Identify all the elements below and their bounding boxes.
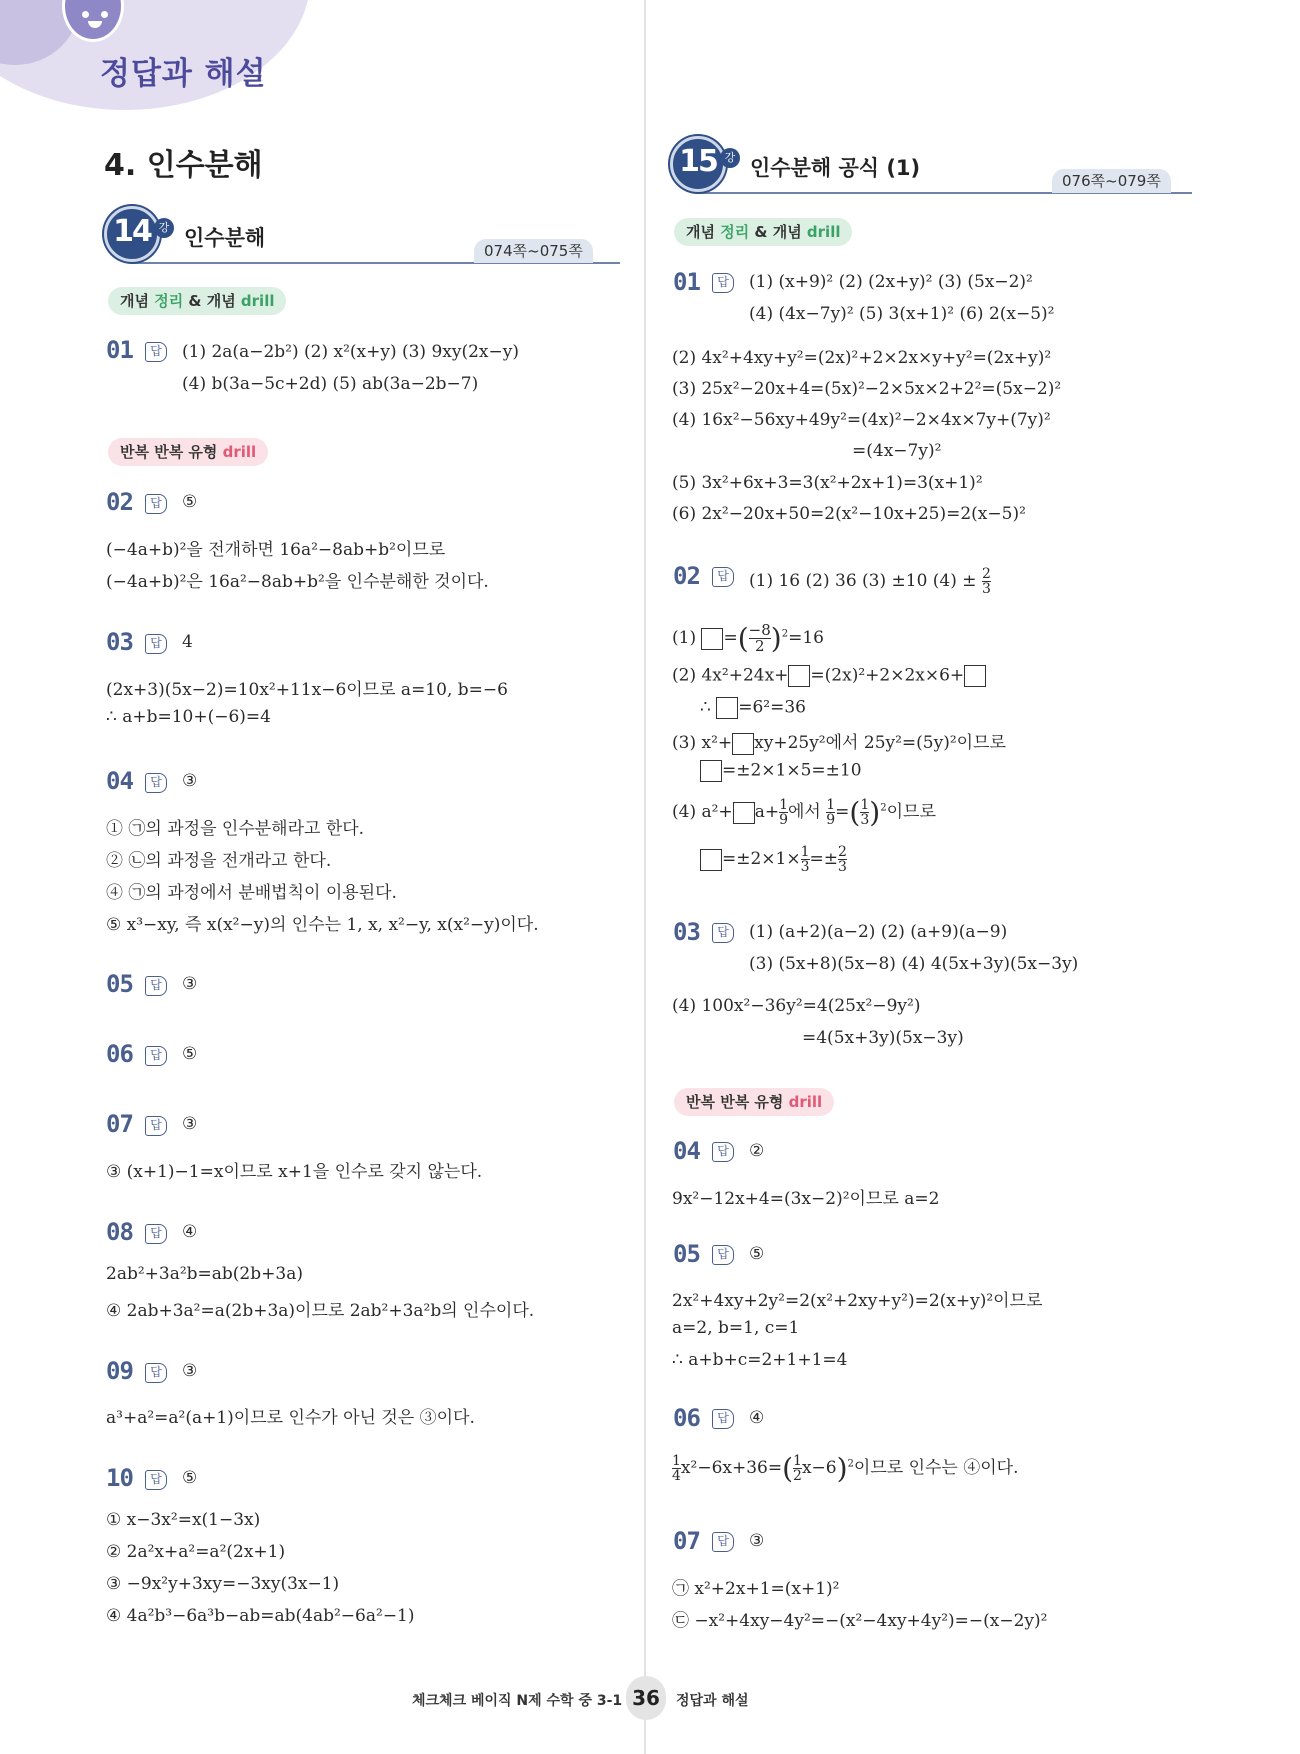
- answer-text: ⑤: [182, 492, 198, 512]
- answer-text: (4) b(3a−5c+2d) (5) ab(3a−2b−7): [182, 374, 479, 394]
- solution-line: (2) 4x²+24x+ =(2x)²+2×2x×6+: [672, 665, 986, 687]
- lesson-15-title: 인수분해 공식 (1): [750, 156, 921, 180]
- solution-line: ① ㉠의 과정을 인수분해라고 한다.: [106, 819, 365, 839]
- question-number: 04: [673, 1137, 700, 1165]
- chapter-title: 4. 인수분해: [104, 148, 263, 183]
- answer-mark-icon: 답: [712, 1532, 734, 1552]
- blank-box: [701, 628, 723, 650]
- answer-mark-icon: 답: [145, 342, 167, 362]
- question-number: 02: [106, 488, 133, 516]
- answer-mark-icon: 답: [145, 1046, 167, 1066]
- solution-line: (−4a+b)²을 전개하면 16a²−8ab+b²이므로: [106, 540, 446, 560]
- lesson-14-pages: 074쪽~075쪽: [474, 239, 593, 263]
- answer-mark-icon: 답: [712, 1409, 734, 1429]
- solution-line: ∴ a+b+c=2+1+1=4: [672, 1350, 848, 1370]
- answer-mark-icon: 답: [145, 976, 167, 996]
- answer-text: ⑤: [182, 1044, 198, 1064]
- answer-mark-icon: 답: [145, 1224, 167, 1244]
- solution-line: (4) a²+ a+ $\frac{1}{9}$ 에서 $\frac{1}{9}$ =( $\frac{1}{3}$ )$^2$이므로: [672, 796, 936, 829]
- answer-mark-icon: 답: [712, 1142, 734, 1162]
- solution-line: ④ 2ab+3a²=a(2b+3a)이므로 2ab²+3a²b의 인수이다.: [106, 1301, 535, 1321]
- blank-box: [733, 802, 755, 824]
- solution-line: =±2×1× $\frac{1}{3}$ =± $\frac{2}{3}$: [700, 845, 847, 874]
- lesson-14-header: [104, 206, 620, 276]
- column-divider: [644, 0, 646, 1754]
- lesson-14-number: 14: [113, 214, 151, 249]
- answer-mark-icon: 답: [145, 1116, 167, 1136]
- question-number: 05: [106, 970, 133, 998]
- blank-box: [700, 849, 722, 871]
- solution-line: =4(5x+3y)(5x−3y): [802, 1028, 964, 1048]
- solution-line: =±2×1×5=±10: [700, 760, 862, 782]
- lesson-15-pages: 076쪽~079쪽: [1052, 169, 1171, 193]
- solution-line: ⑤ x³−xy, 즉 x(x²−y)의 인수는 1, x, x²−y, x(x²−y)이다.: [106, 915, 539, 935]
- blank-box: [788, 665, 810, 687]
- solution-line: ② ㉡의 과정을 전개라고 한다.: [106, 851, 332, 871]
- question-number: 03: [106, 628, 133, 656]
- solution-line: ③ −9x²y+3xy=−3xy(3x−1): [106, 1574, 340, 1594]
- answer-text: ⑤: [182, 1468, 198, 1488]
- answer-text: ③: [182, 1361, 198, 1381]
- solution-line: $\frac{1}{4}$ x²−6x+36=( $\frac{1}{2}$ x−6)$^2$이므로 인수는 ④이다.: [672, 1452, 1019, 1485]
- question-number: 10: [106, 1464, 133, 1492]
- answer-text: ③: [749, 1531, 765, 1551]
- solution-line: (6) 2x²−20x+50=2(x²−10x+25)=2(x−5)²: [672, 504, 1026, 524]
- solution-line: ∴ a+b=10+(−6)=4: [106, 707, 271, 727]
- footer-book-title: 체크체크 베이직 N제 수학 중 3-1: [412, 1693, 623, 1709]
- question-number: 08: [106, 1218, 133, 1246]
- question-number: 02: [673, 562, 700, 590]
- solution-line: ① x−3x²=x(1−3x): [106, 1510, 261, 1530]
- question-number: 04: [106, 767, 133, 795]
- lesson-15-suffix: 강: [720, 148, 740, 168]
- question-number: 09: [106, 1357, 133, 1385]
- answer-mark-icon: 답: [145, 634, 167, 654]
- solution-line: ② 2a²x+a²=a²(2x+1): [106, 1542, 286, 1562]
- answer-text: ③: [182, 1114, 198, 1134]
- solution-line: ③ (x+1)−1=x이므로 x+1을 인수로 갖지 않는다.: [106, 1162, 483, 1182]
- question-number: 05: [673, 1240, 700, 1268]
- question-number: 06: [673, 1404, 700, 1432]
- solution-line: 9x²−12x+4=(3x−2)²이므로 a=2: [672, 1189, 940, 1209]
- answer-mark-icon: 답: [712, 273, 734, 293]
- solution-line: (1) =( $\frac{-8}{2}$ )$^2$=16: [672, 621, 824, 655]
- answer-text: ③: [182, 771, 198, 791]
- answer-text: (1) (x+9)² (2) (2x+y)² (3) (5x−2)²: [749, 272, 1033, 292]
- concept-drill-label-right: 개념 정리 & 개념 drill: [674, 218, 852, 246]
- question-number: 01: [106, 336, 133, 364]
- solution-line: a=2, b=1, c=1: [672, 1318, 800, 1338]
- answer-text: ④: [182, 1222, 198, 1242]
- lesson-15-number: 15: [679, 144, 717, 179]
- lesson-14-suffix: 강: [154, 218, 174, 238]
- question-number: 03: [673, 918, 700, 946]
- solution-line: (4) 16x²−56xy+49y²=(4x)²−2×4x×7y+(7y)²: [672, 410, 1051, 430]
- answer-text: 4: [182, 632, 193, 652]
- repeat-drill-label-right: 반복 반복 유형 drill: [674, 1088, 834, 1116]
- answer-text: (1) 16 (2) 36 (3) ±10 (4) ± $\frac{2}{3}$: [749, 566, 991, 597]
- page-number: 36: [626, 1676, 666, 1720]
- answer-text: (1) (a+2)(a−2) (2) (a+9)(a−9): [749, 922, 1008, 942]
- solution-line: ④ ㉠의 과정에서 분배법칙이 이용된다.: [106, 883, 397, 903]
- solution-line: ∴ =6²=36: [700, 697, 806, 718]
- repeat-drill-label-left: 반복 반복 유형 drill: [108, 438, 268, 466]
- blank-box: [716, 697, 738, 719]
- solution-line: ④ 4a²b³−6a³b−ab=ab(4ab²−6a²−1): [106, 1606, 415, 1626]
- blank-box: [700, 760, 722, 782]
- solution-line: 2x²+4xy+2y²=2(x²+2xy+y²)=2(x+y)²이므로: [672, 1291, 1043, 1311]
- blank-box: [964, 665, 986, 687]
- question-number: 06: [106, 1040, 133, 1068]
- answer-text: (3) (5x+8)(5x−8) (4) 4(5x+3y)(5x−3y): [749, 954, 1079, 974]
- solution-line: (−4a+b)²은 16a²−8ab+b²을 인수분해한 것이다.: [106, 572, 489, 592]
- solution-line: (2x+3)(5x−2)=10x²+11x−6이므로 a=10, b=−6: [106, 680, 508, 700]
- solution-line: (2) 4x²+4xy+y²=(2x)²+2×2x×y+y²=(2x+y)²: [672, 348, 1052, 368]
- answer-text: (4) (4x−7y)² (5) 3(x+1)² (6) 2(x−5)²: [749, 304, 1055, 324]
- answer-mark-icon: 답: [712, 923, 734, 943]
- answer-mark-icon: 답: [145, 773, 167, 793]
- solution-line: ㉠ x²+2x+1=(x+1)²: [672, 1579, 840, 1599]
- blank-box: [732, 733, 754, 755]
- answer-text: ③: [182, 974, 198, 994]
- answer-mark-icon: 답: [712, 567, 734, 587]
- question-number: 07: [673, 1527, 700, 1555]
- lesson-15-header: [670, 136, 1192, 206]
- solution-line: ㉢ −x²+4xy−4y²=−(x²−4xy+4y²)=−(x−2y)²: [672, 1611, 1048, 1631]
- question-number: 01: [673, 268, 700, 296]
- solution-line: 2ab²+3a²b=ab(2b+3a): [106, 1264, 303, 1284]
- answer-mark-icon: 답: [712, 1245, 734, 1265]
- footer-section: 정답과 해설: [676, 1693, 749, 1709]
- header-title: 정답과 해설: [100, 56, 267, 92]
- answer-mark-icon: 답: [145, 1470, 167, 1490]
- solution-line: =(4x−7y)²: [852, 441, 942, 461]
- answer-mark-icon: 답: [145, 494, 167, 514]
- question-number: 07: [106, 1110, 133, 1138]
- answer-text: (1) 2a(a−2b²) (2) x²(x+y) (3) 9xy(2x−y): [182, 342, 519, 362]
- solution-line: (4) 100x²−36y²=4(25x²−9y²): [672, 996, 921, 1016]
- solution-line: (5) 3x²+6x+3=3(x²+2x+1)=3(x+1)²: [672, 473, 983, 493]
- answer-text: ②: [749, 1141, 765, 1161]
- answer-text: ④: [749, 1408, 765, 1428]
- answer-mark-icon: 답: [145, 1363, 167, 1383]
- solution-line: (3) x²+ xy+25y²에서 25y²=(5y)²이므로: [672, 733, 1006, 753]
- solution-line: a³+a²=a²(a+1)이므로 인수가 아닌 것은 ③이다.: [106, 1408, 475, 1428]
- solution-line: (3) 25x²−20x+4=(5x)²−2×5x×2+2²=(5x−2)²: [672, 379, 1062, 399]
- answer-text: ⑤: [749, 1244, 765, 1264]
- concept-drill-label-left: 개념 정리 & 개념 drill: [108, 287, 286, 315]
- lesson-14-title: 인수분해: [184, 226, 266, 250]
